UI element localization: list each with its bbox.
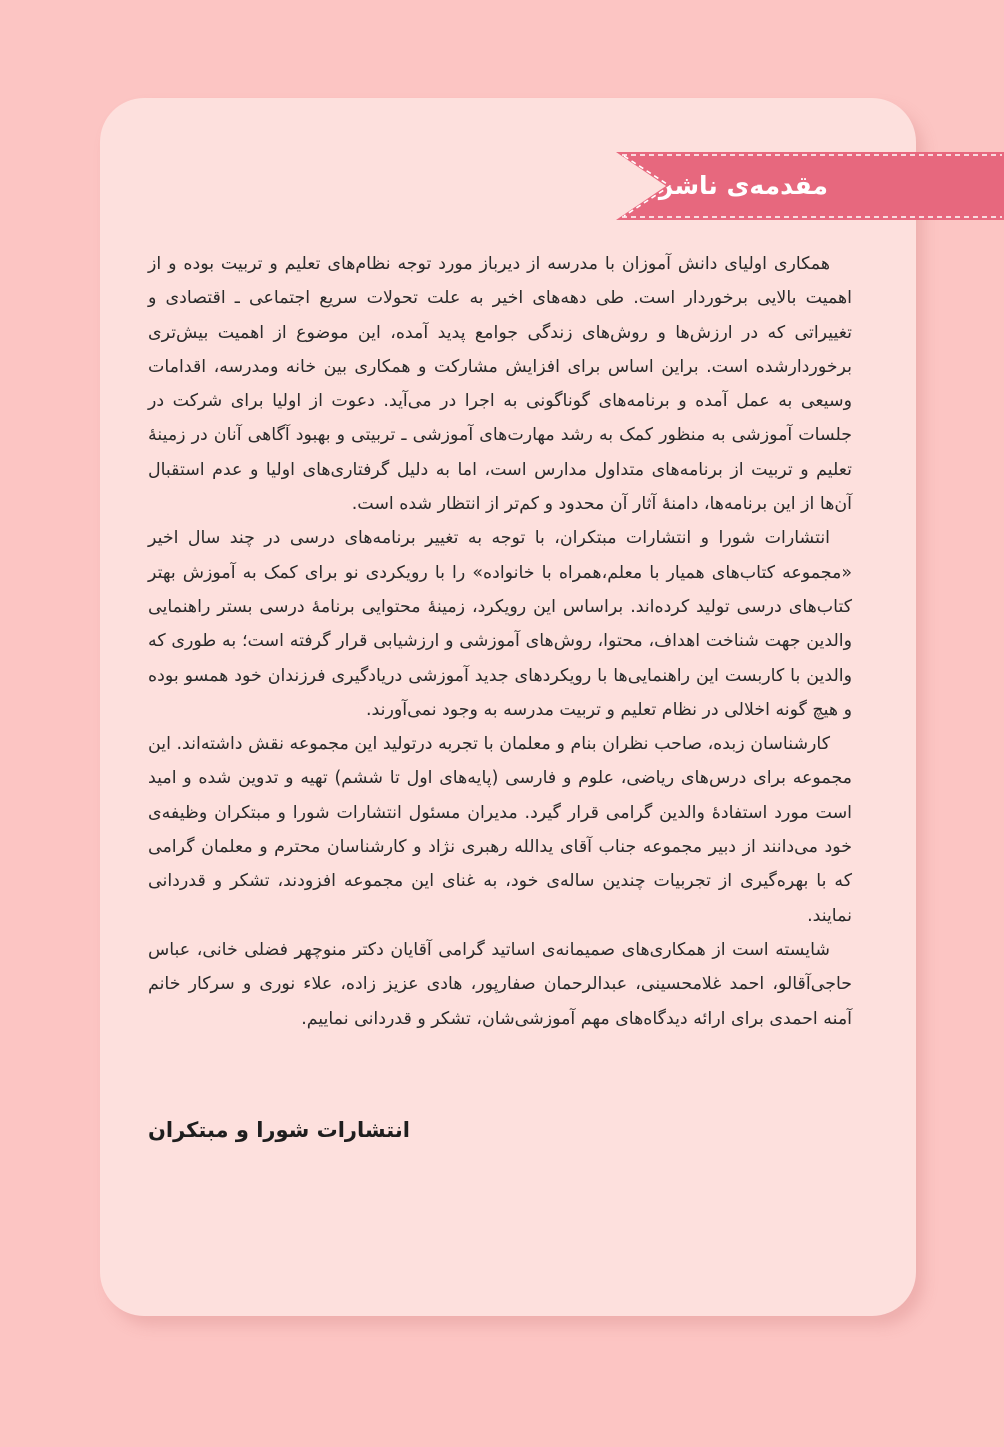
publisher-signature: انتشارات شورا و مبتکران <box>148 1118 410 1142</box>
paragraph-4: شایسته است از همکاری‌های صمیمانه‌ی اساتید گرامی آقایان دکتر منوچهر فضلی خانی، عباس حاجی‌آقالو، احمد غلامحسینی، عبدالرحمان صفارپور، هادی عزیز زاده، علاء نوری و سرکار خانم آمنه احمدی برای ارائه دیدگاه‌های مهم آموزشی‌شان، تشکر و قدردانی نماییم. <box>148 939 852 1029</box>
paragraph-1: همکاری اولیای دانش آموزان با مدرسه از دیرباز مورد توجه نظام‌های تعلیم و تربیت بوده و از اهمیت بالایی برخوردار است. طی دهه‌های اخیر به علت تحولات سریع اجتماعی ـ اقتصادی و تغییراتی که در ارزش‌ها و روش‌های زندگی جوامع پدید آمده، این موضوع از اهمیت بیش‌تری برخوردارشده است. براین اساس برای افزایش مشارکت و همکاری بین خانه ومدرسه، اقدامات وسیعی به عمل آمده و برنامه‌های گوناگونی به اجرا در می‌آید. دعوت از اولیا برای شرکت در جلسات آموزشی به منظور کمک به رشد مهارت‌های آموزشی ـ تربیتی و بهبود آگاهی آنان در زمینهٔ تعلیم و تربیت از برنامه‌های متداول مدارس است، اما به دلیل گرفتاری‌های اولیا و عدم استقبال آن‌ها از این برنامه‌ها، دامنهٔ آثار آن محدود و کم‌تر از انتظار شده است. <box>148 254 852 515</box>
page-title: مقدمه‌ی ناشر <box>658 171 828 200</box>
paragraph-2: انتشارات شورا و انتشارات مبتکران، با توجه به تغییر برنامه‌های درسی در چند سال اخیر «مجموعه کتاب‌های همیار با معلم،همراه با خانواده» را با رویکردی نو برای کمک به آموزش بهتر کتاب‌های درسی تولید کرده‌اند. براساس این رویکرد، زمینهٔ محتوایی برنامهٔ درسی بستر راهنمایی والدین جهت شناخت اهداف، محتوا، روش‌های آموزشی و ارزشیابی قرار گرفته است؛ به طوری که والدین با کاربست این راهنمایی‌ها با رویکردهای جدید آموزشی دریادگیری فرزندان خود همسو بوده و هیچ گونه اخلالی در نظام تعلیم و تربیت مدرسه به وجود نمی‌آورند. <box>148 528 852 720</box>
title-ribbon <box>616 152 1004 220</box>
intro-text <box>148 247 852 1036</box>
paragraph-3: کارشناسان زبده، صاحب نظران بنام و معلمان با تجربه درتولید این مجموعه نقش داشته‌اند. این مجموعه برای درس‌های ریاضی، علوم و فارسی (پایه‌های اول تا ششم) تهیه و تدوین شده و امید است مورد استفادهٔ والدین گرامی قرار گیرد. مدیران مسئول انتشارات شورا و مبتکران وظیفه‌ی خود می‌دانند از دبیر مجموعه جناب آقای یدالله رهبری نژاد و کارشناسان محترم و معلمان گرامی که با بهره‌گیری از تجربیات چندین ساله‌ی خود، به غنای این مجموعه افزودند، تشکر و قدردانی نمایند. <box>148 734 852 926</box>
